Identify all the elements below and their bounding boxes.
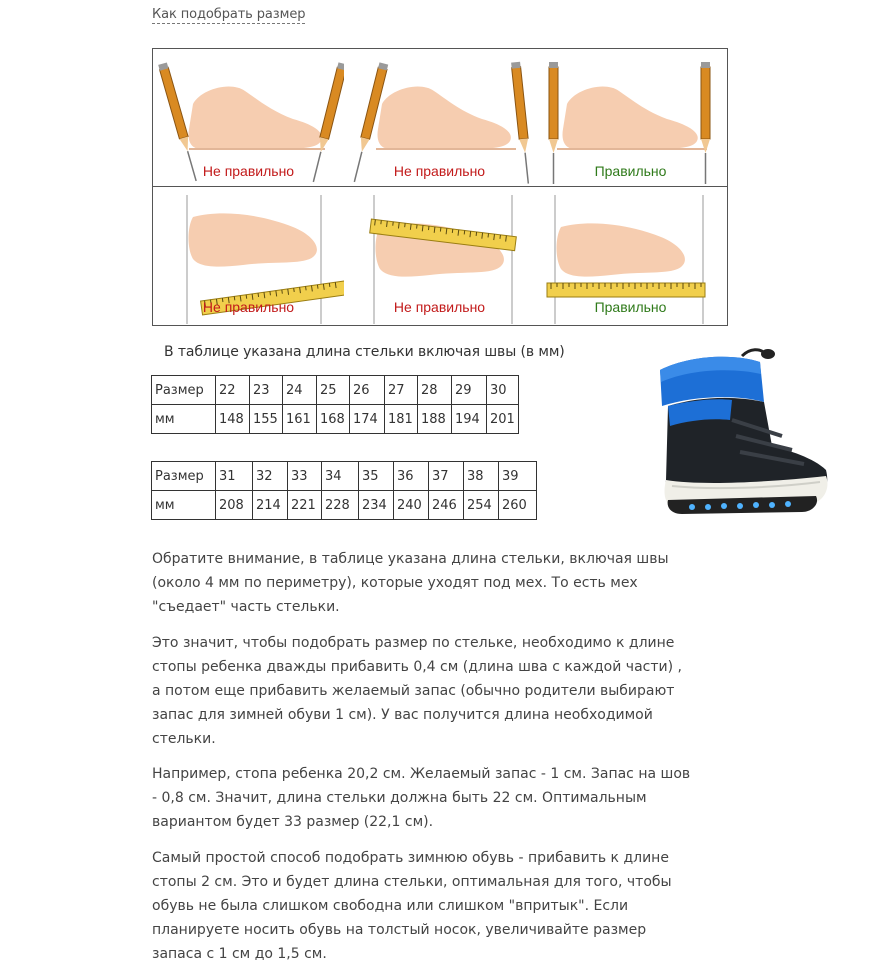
- table-cell: 36: [394, 462, 429, 491]
- table-cell: 208: [216, 491, 253, 520]
- table-cell: 181: [385, 405, 418, 434]
- table-cell: 28: [418, 376, 452, 405]
- size-row: [152, 462, 537, 491]
- table-cell: 38: [464, 462, 499, 491]
- table-cell: 27: [385, 376, 418, 405]
- table-cell: 221: [288, 491, 322, 520]
- measure-cell-height-right: [535, 49, 726, 186]
- table-cell: 188: [418, 405, 452, 434]
- table-cell: 246: [429, 491, 464, 520]
- paragraph-insole-note: Обратите внимание, в таблице указана длина стельки, включая швы (около 4 мм по периметру), которые уходят под мех. То есть мех "съедает" часть стельки.: [152, 551, 669, 615]
- paragraph-how-to-calculate: Это значит, чтобы подобрать размер по стельке, необходимо к длине стопы ребенка дважды прибавить 0,4 см (длина шва с каждой части) , а потом еще прибавить желаемый запас (обычно родители выбирают запас для зимней обуви 1 см). У вас получится длина необходимой стельки.: [152, 635, 682, 747]
- table-cell: 39: [499, 462, 537, 491]
- table-cell: 254: [464, 491, 499, 520]
- table-note: В таблице указана длина стельки включая швы (в мм): [164, 344, 565, 360]
- measure-cell-length-wrong-2: [344, 187, 535, 324]
- mm-row-label: мм: [152, 405, 216, 434]
- table-cell: 161: [283, 405, 317, 434]
- table-cell: 26: [350, 376, 385, 405]
- table-cell: 260: [499, 491, 537, 520]
- table-cell: 174: [350, 405, 385, 434]
- caption-right: Правильно: [594, 163, 667, 179]
- caption-wrong: Не правильно: [202, 163, 295, 179]
- table-cell: 201: [487, 405, 519, 434]
- table-cell: 228: [322, 491, 359, 520]
- caption-wrong: Не правильно: [202, 299, 295, 315]
- measure-cell-length-wrong-1: [153, 187, 344, 324]
- table-cell: 194: [452, 405, 487, 434]
- paragraph-example: Например, стопа ребенка 20,2 см. Желаемый запас - 1 см. Запас на шов - 0,8 см. Значит, длина стельки должна быть 22 см. Оптимальным вариантом будет 33 размер (22,1 см).: [152, 766, 691, 830]
- measure-cell-height-wrong-2: [344, 49, 535, 186]
- table-cell: 148: [216, 405, 250, 434]
- table-cell: 168: [317, 405, 350, 434]
- table-cell: 32: [253, 462, 288, 491]
- size-row-label: Размер: [152, 462, 216, 491]
- table-cell: 37: [429, 462, 464, 491]
- table-cell: 234: [359, 491, 394, 520]
- winter-boot-image: [632, 340, 832, 530]
- caption-wrong: Не правильно: [393, 163, 486, 179]
- mm-row-label: мм: [152, 491, 216, 520]
- caption-right: Правильно: [594, 299, 667, 315]
- size-table-2: [151, 461, 537, 520]
- table-cell: 33: [288, 462, 322, 491]
- paragraph-simple-method: Самый простой способ подобрать зимнюю обувь - прибавить к длине стопы 2 см. Это и будет длина стельки, оптимальная для того, чтобы обувь не была слишком свободна или слишком "впритык". Если планируете носить обувь на толстый носок, увеличивайте размер запаса с 1 см до 1,5 см.: [152, 850, 672, 962]
- size-row: [152, 376, 519, 405]
- table-cell: 25: [317, 376, 350, 405]
- measure-instructions-figure: [152, 48, 728, 326]
- mm-row: [152, 405, 519, 434]
- measure-row-length: [153, 187, 727, 324]
- measure-cell-height-wrong-1: [153, 49, 344, 186]
- table-cell: 30: [487, 376, 519, 405]
- ruler-icon: [547, 283, 705, 297]
- mm-row: [152, 491, 537, 520]
- table-cell: 22: [216, 376, 250, 405]
- table-cell: 214: [253, 491, 288, 520]
- table-cell: 155: [250, 405, 283, 434]
- table-cell: 29: [452, 376, 487, 405]
- how-to-choose-size-link[interactable]: Как подобрать размер: [152, 7, 306, 22]
- caption-wrong: Не правильно: [393, 299, 486, 315]
- table-cell: 24: [283, 376, 317, 405]
- table-cell: 35: [359, 462, 394, 491]
- size-row-label: Размер: [152, 376, 216, 405]
- size-table-1: [151, 375, 519, 434]
- table-cell: 31: [216, 462, 253, 491]
- table-cell: 240: [394, 491, 429, 520]
- table-cell: 34: [322, 462, 359, 491]
- measure-cell-length-right: [535, 187, 726, 324]
- measure-row-height: [153, 49, 727, 187]
- table-cell: 23: [250, 376, 283, 405]
